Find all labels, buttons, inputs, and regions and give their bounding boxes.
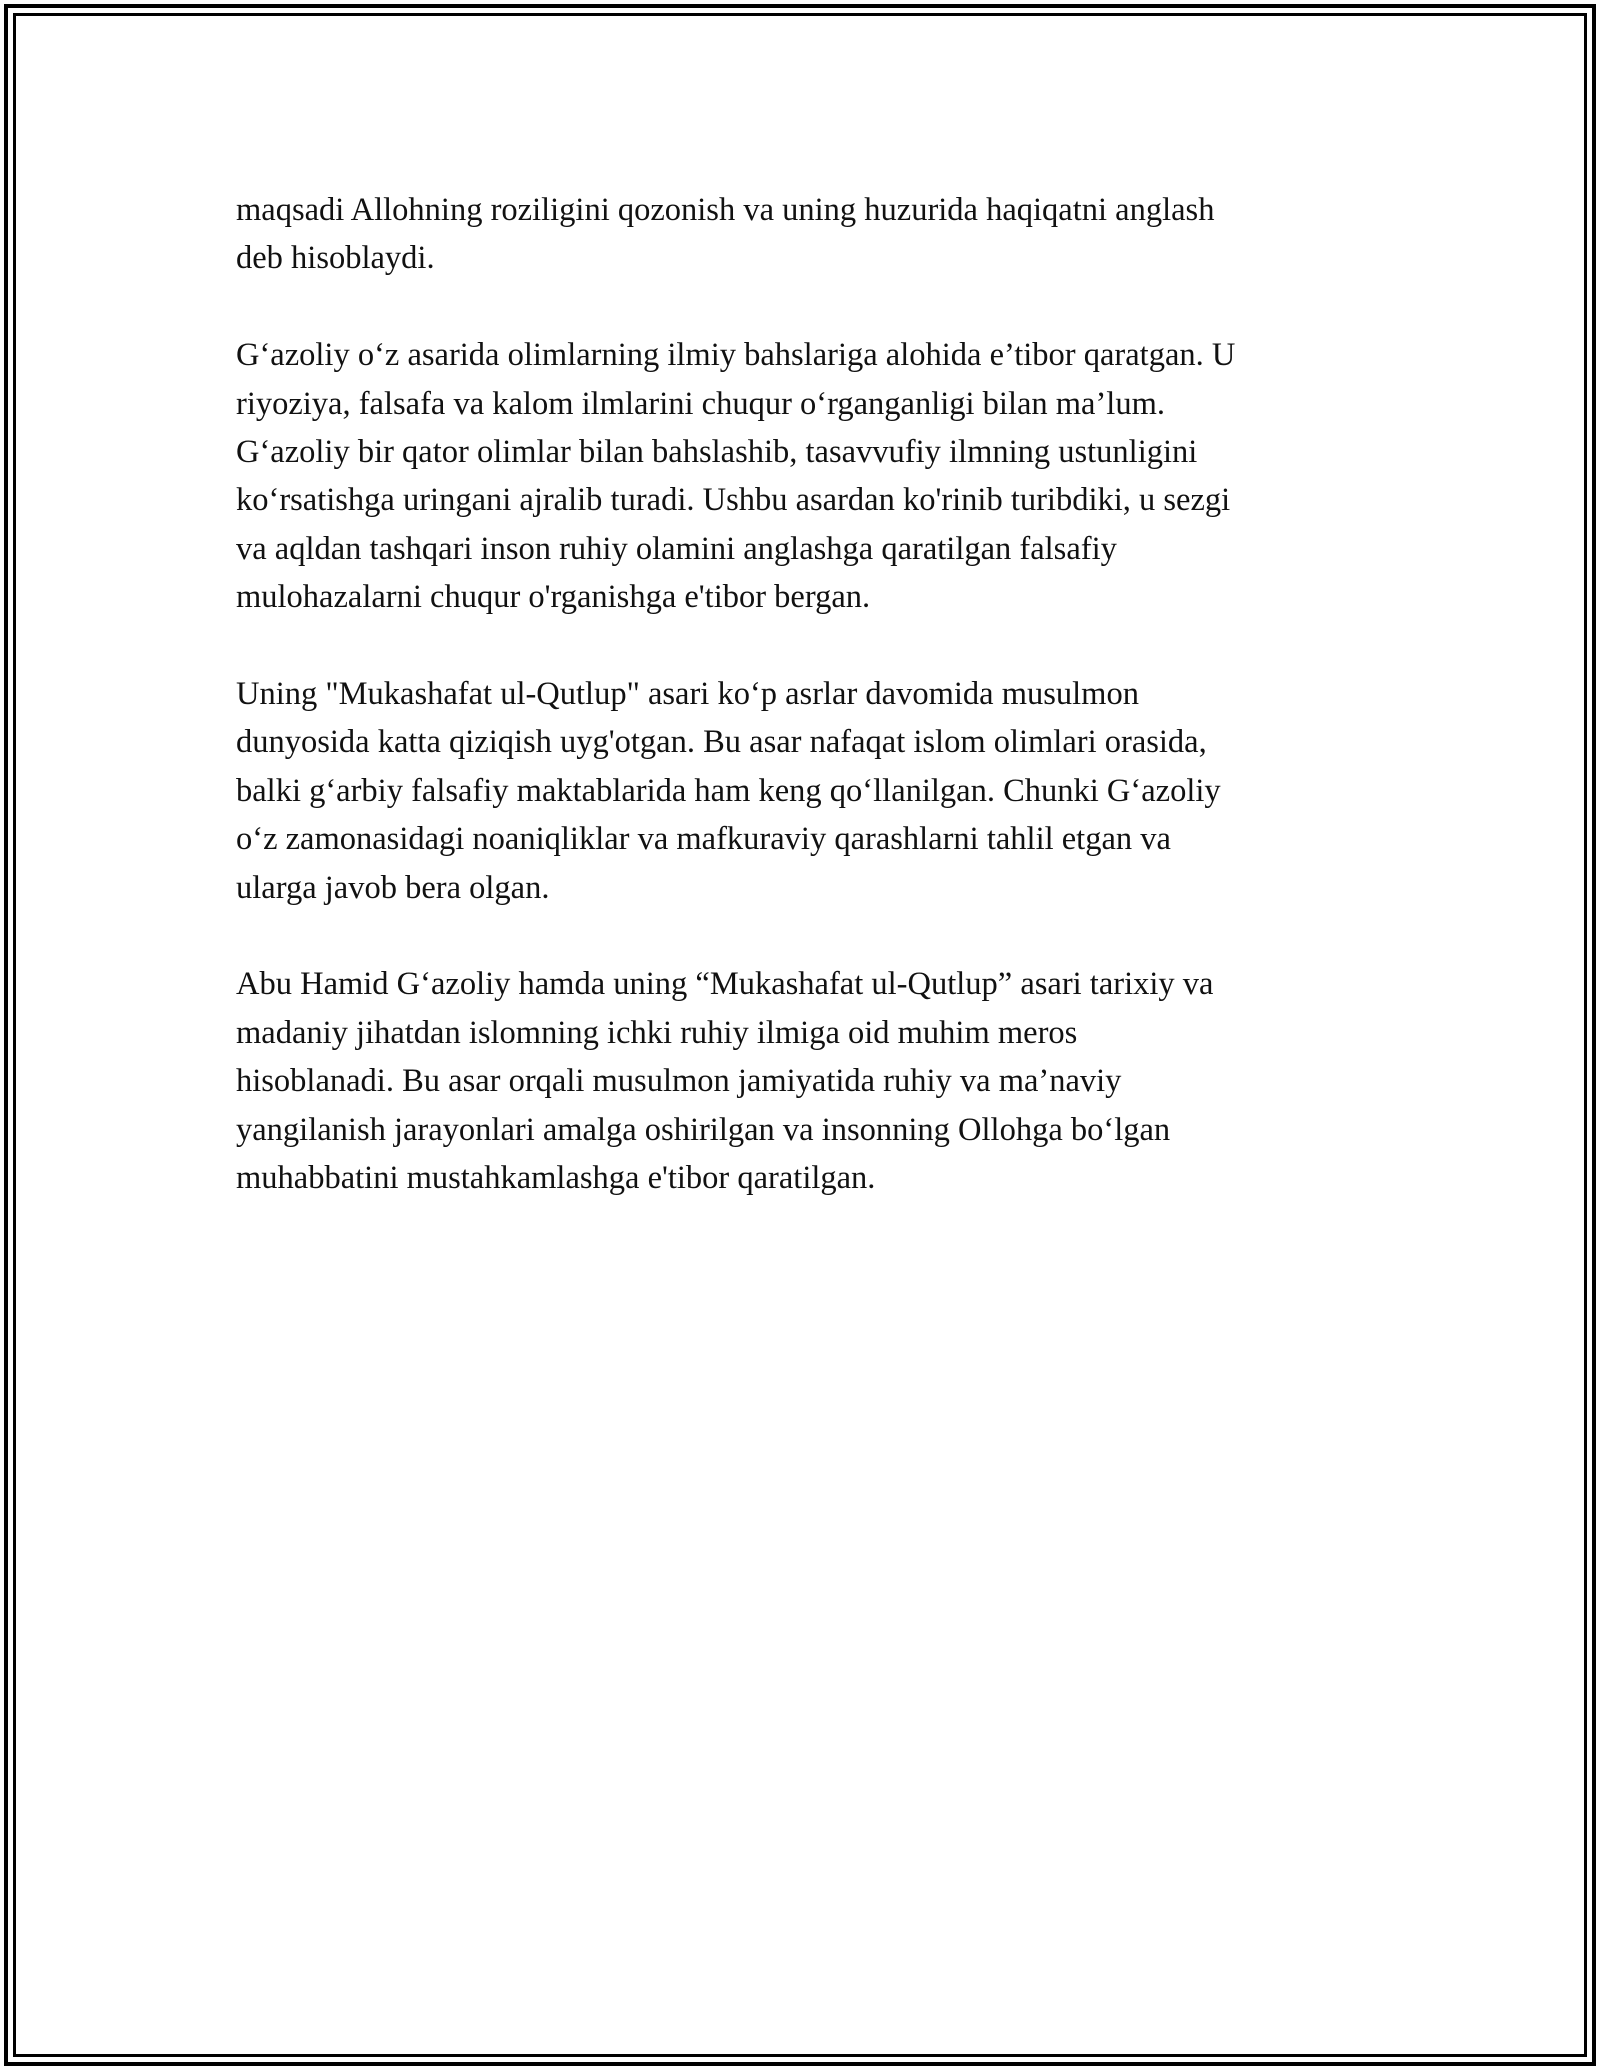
paragraph-2: G‘azoliy o‘z asarida olimlarning ilmiy bahslariga alohida e’tibor qaratgan. U riyoziya, falsafa va kalom ilmlarini chuqur o‘rganganligi bilan ma’lum. G‘azoliy bir qator olimlar bilan bahslashib, tasavvufiy ilmning ustunligini ko‘rsatishga uringani ajralib turadi. Ushbu asardan ko'rinib turibdiki, u sezgi va aqldan tashqari inson ruhiy olamini anglashga qaratilgan falsafiy mulohazalarni chuqur o'rganishga e'tibor bergan. <box>236 337 1236 616</box>
document-body <box>236 186 1366 1251</box>
paragraph-3: Uning "Mukashafat ul-Qutlup" asari ko‘p asrlar davomida musulmon dunyosida katta qiziqish uyg'otgan. Bu asar nafaqat islom olimlari orasida, balki g‘arbiy falsafiy maktablarida ham keng qo‘llanilgan. Chunki G‘azoliy o‘z zamonasidagi noaniqliklar va mafkuraviy qarashlarni tahlil etgan va ularga javob bera olgan. <box>236 676 1221 906</box>
paragraph-4: Abu Hamid G‘azoliy hamda uning “Mukashafat ul-Qutlup” asari tarixiy va madaniy jihatdan islomning ichki ruhiy ilmiga oid muhim meros hisoblanadi. Bu asar orqali musulmon jamiyatida ruhiy va ma’naviy yangilanish jarayonlari amalga oshirilgan va insonning Ollohga bo‘lgan muhabbatini mustahkamlashga e'tibor qaratilgan. <box>236 966 1214 1197</box>
paragraph-1: maqsadi Allohning roziligini qozonish va uning huzurida haqiqatni anglash deb hisoblaydi. <box>236 192 1215 277</box>
